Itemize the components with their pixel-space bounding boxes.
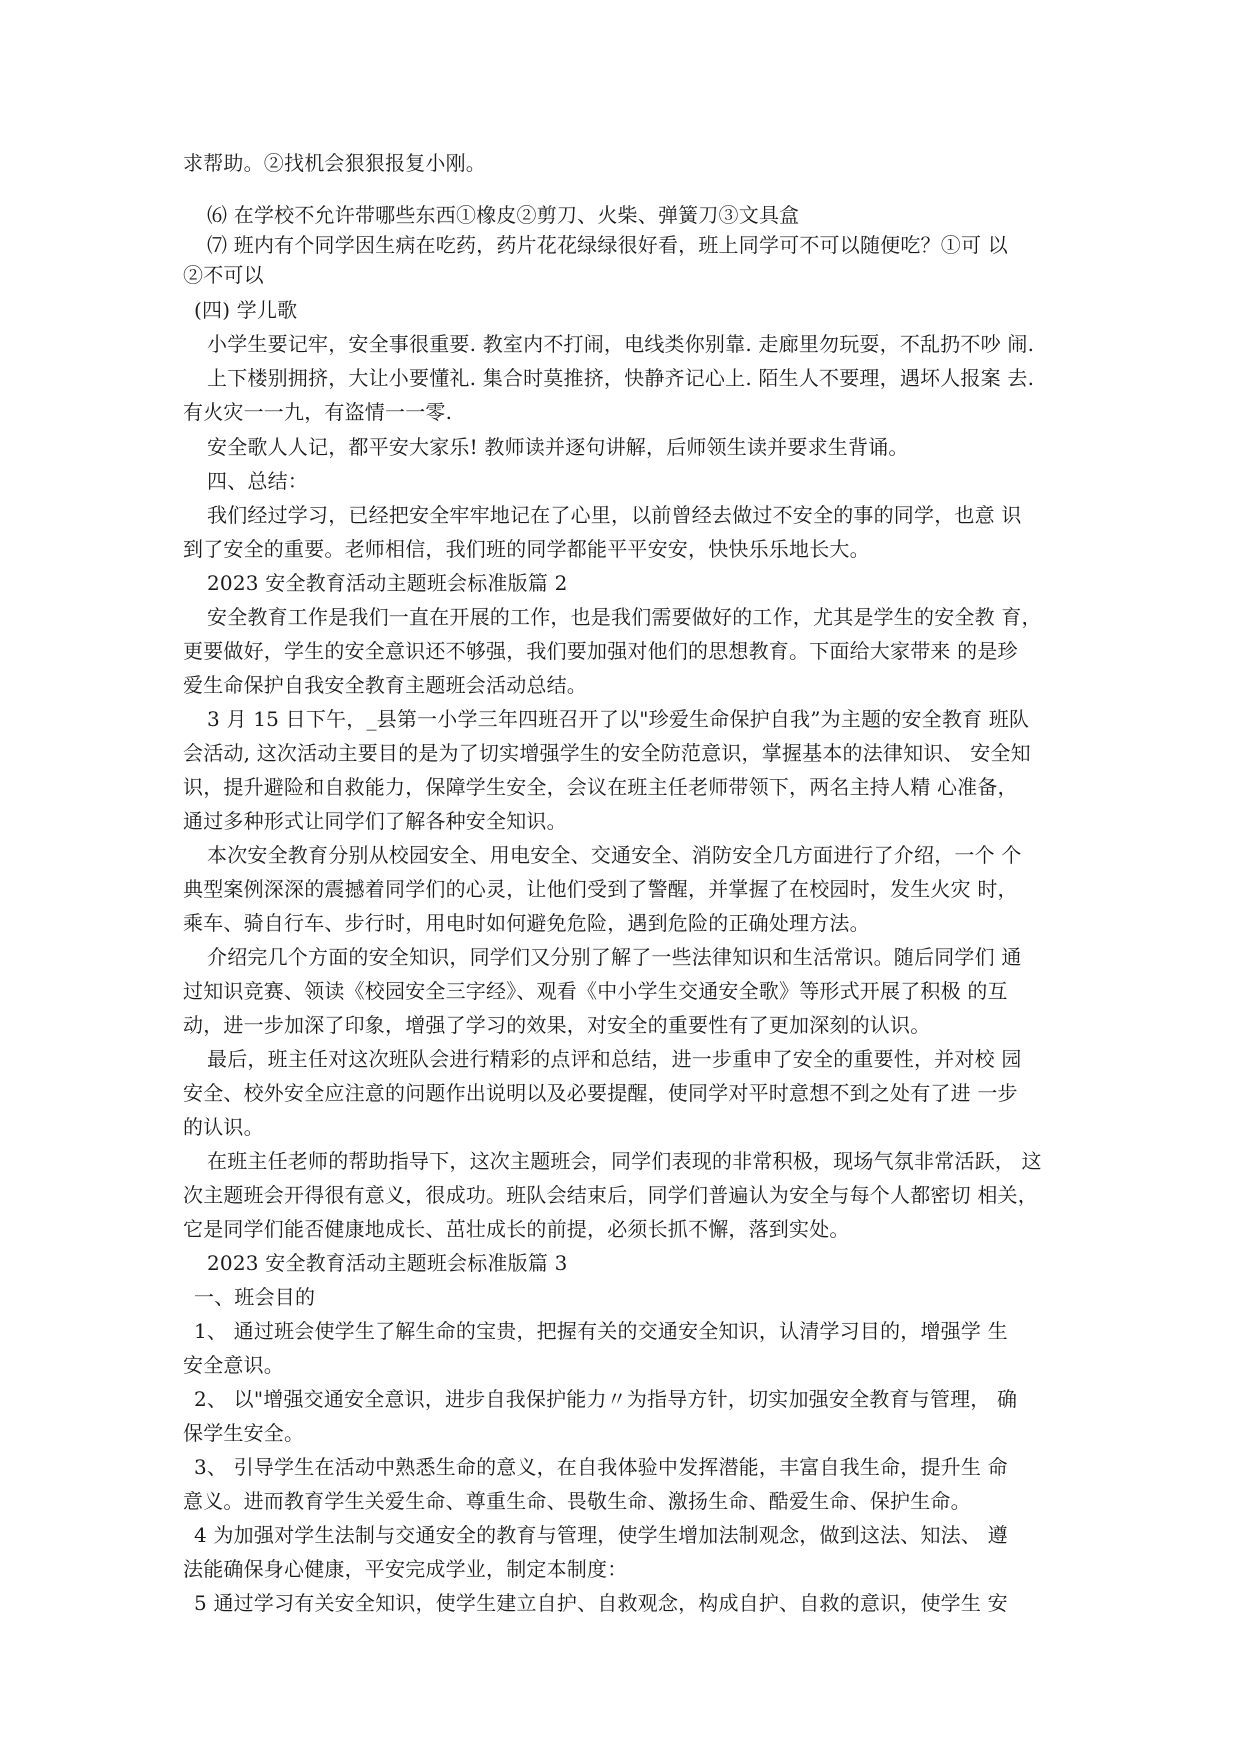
text-line: 最后，班主任对这次班队会进行精彩的点评和总结，进一步重申了安全的重要性，并对校 园 <box>207 1047 1022 1071</box>
text-line: 求帮助。②找机会狠狠报复小刚。 <box>183 151 486 175</box>
text-line: 小学生要记牢，安全事很重要. 教室内不打闹，电线类你别靠. 走廊里勿玩耍，不乱扔不吵 闹. <box>207 332 1035 356</box>
text-line: 次主题班会开得很有意义，很成功。班队会结束后，同学们普遍认为安全与每个人都密切 相关， <box>183 1183 1038 1207</box>
text-line: 乘车、骑自行车、步行时，用电时如何避免危险，遇到危险的正确处理方法。 <box>183 911 870 935</box>
text-line: 安全歌人人记，都平安大家乐! 教师读并逐句讲解，后师领生读并要求生背诵。 <box>207 435 909 459</box>
text-line: 安全教育工作是我们一直在开展的工作，也是我们需要做好的工作，尤其是学生的安全教 育， <box>207 605 1042 629</box>
text-line: 过知识竞赛、领读《校园安全三字经》、观看《中小学生交通安全歌》等形式开展了积极 的互 <box>183 979 1008 1003</box>
text-line: 安全意识。 <box>183 1353 284 1377</box>
text-line: 5 通过学习有关安全知识，使学生建立自护、自救观念，构成自护、自救的意识，使学生 安 <box>194 1591 1008 1615</box>
text-line: 介绍完几个方面的安全知识，同学们又分别了解了一些法律知识和生活常识。随后同学们 通 <box>207 945 1022 969</box>
text-line: 安全、校外安全应注意的问题作出说明以及必要提醒，使同学对平时意想不到之处有了进 一步 <box>183 1081 1018 1105</box>
text-line: 到了安全的重要。老师相信，我们班的同学都能平平安安，快快乐乐地长大。 <box>183 537 870 561</box>
text-line: 1、 通过班会使学生了解生命的宝贵，把握有关的交通安全知识，认清学习目的，增强学 生 <box>194 1319 1008 1343</box>
text-line: 我们经过学习，已经把安全牢牢地记在了心里，以前曾经去做过不安全的事的同学，也意 识 <box>207 503 1022 527</box>
text-line: 2、 以"增强交通安全意识，进步自我保护能力〃为指导方针，切实加强安全教育与管理， 确 <box>194 1387 1018 1411</box>
section-heading: 四、总结： <box>207 469 308 493</box>
section-heading: 2023 安全教育活动主题班会标准版篇 2 <box>207 571 568 595</box>
text-line: 本次安全教育分别从校园安全、用电安全、交通安全、消防安全几方面进行了介绍，一个 个 <box>207 843 1022 867</box>
text-line: 在班主任老师的帮助指导下，这次主题班会，同学们表现的非常积极，现场气氛非常活跃， 这 <box>207 1149 1042 1173</box>
text-line: ⑹ 在学校不允许带哪些东西①橡皮②剪刀、火柴、弹簧刀③文具盒 <box>207 203 800 227</box>
text-line: 有火灾一一九，有盗情一一零. <box>183 400 453 424</box>
section-heading: 2023 安全教育活动主题班会标准版篇 3 <box>207 1251 568 1275</box>
text-line: 法能确保身心健康，平安完成学业，制定本制度： <box>183 1557 628 1581</box>
text-line: ⑺ 班内有个同学因生病在吃药，药片花花绿绿很好看，班上同学可不可以随便吃？①可 以 <box>207 233 1008 257</box>
text-line: 会活动, 这次活动主要目的是为了切实增强学生的安全防范意识，掌握基本的法律知识、 安全知 <box>183 741 1031 765</box>
text-line: 更要做好，学生的安全意识还不够强，我们要加强对他们的思想教育。下面给大家带来 的是珍 <box>183 639 1018 663</box>
text-line: (四) 学儿歌 <box>194 298 298 322</box>
text-line: 4 为加强对学生法制与交通安全的教育与管理，使学生增加法制观念，做到这法、知法、 遵 <box>194 1523 1008 1547</box>
text-line: 保学生安全。 <box>183 1421 305 1445</box>
text-line: 动，进一步加深了印象，增强了学习的效果，对安全的重要性有了更加深刻的认识。 <box>183 1013 931 1037</box>
text-line: 典型案例深深的震撼着同学们的心灵，让他们受到了警醒，并掌握了在校园时，发生火灾 时， <box>183 877 1018 901</box>
section-heading: 一、班会目的 <box>194 1285 316 1309</box>
text-line: 通过多种形式让同学们了解各种安全知识。 <box>183 809 567 833</box>
text-line: 识，提升避险和自救能力，保障学生安全，会议在班主任老师带领下，两名主持人精 心准备， <box>183 775 1018 799</box>
text-line: 3、 引导学生在活动中熟悉生命的意义，在自我体验中发挥潜能，丰富自我生命，提升生 命 <box>194 1455 1008 1479</box>
text-line: 上下楼别拥挤，大让小要懂礼. 集合时莫推挤，快静齐记心上. 陌生人不要理，遇坏人报案 去. <box>207 366 1035 390</box>
text-line: 3 月 15 日下午，_县第一小学三年四班召开了以"珍爱生命保护自我”为主题的安全教育 班队 <box>207 707 1030 731</box>
text-line: 它是同学们能否健康地成长、茁壮成长的前提，必须长抓不懈，落到实处。 <box>183 1217 850 1241</box>
text-line: 意义。进而教育学生关爱生命、尊重生命、畏敬生命、激扬生命、酷爱生命、保护生命。 <box>183 1489 971 1513</box>
text-line: 爱生命保护自我安全教育主题班会活动总结。 <box>183 673 587 697</box>
text-line: 的认识。 <box>183 1115 264 1139</box>
text-line: ②不可以 <box>183 263 264 287</box>
